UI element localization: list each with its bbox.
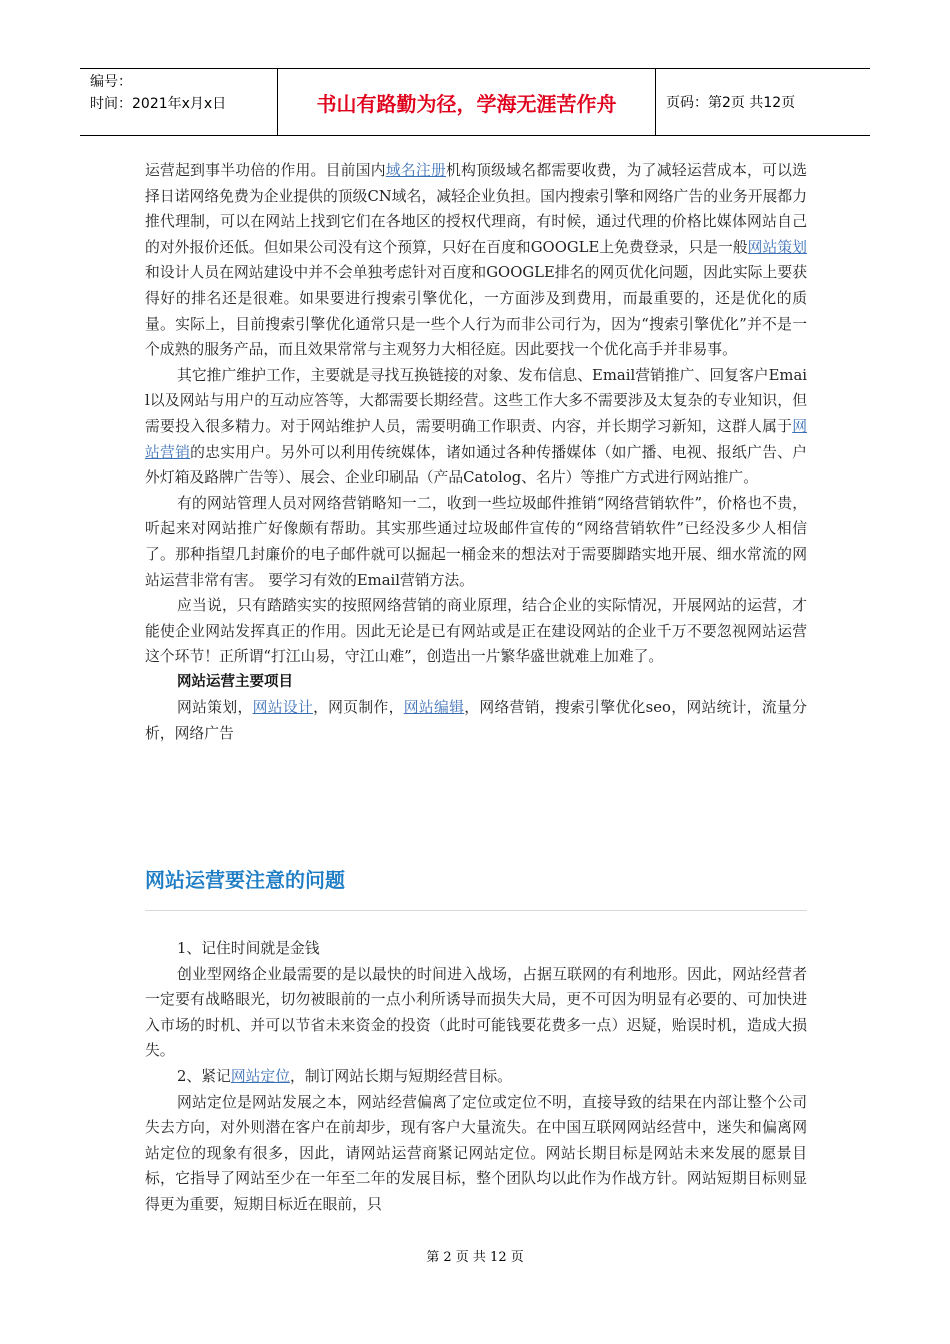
text-run: ，网页制作， [313,699,404,717]
section-2-body: 网站定位是网站发展之本，网站经营偏离了定位或定位不明，直接导致的结果在内部让整个公司失去方向，对外则潜在客户在前却步，现有客户大量流失。在中国互联网网站经营中，迷失和偏离网站定位的现象有很多，因此，请网站运营商紧记网站定位。网站长期目标是网站未来发展的愿景目标，它指导了网站至少在一年至二年的发展目标，整个团队均以此作为作战方针。网站短期目标则显得更为重要，短期目标近在眼前，只 [145,1093,807,1213]
section-2-title [145,1064,807,1090]
items-list [145,695,807,746]
link-website-design[interactable]: 网站设计 [252,699,314,717]
text-run: 和设计人员在网站建设中并不会单独考虑针对百度和GOOGLE排名的网页优化问题，因此实际上要获得好的排名还是很难。如果要进行搜索引擎优化，一方面涉及到费用，而最重要的，还是优化的质量。实际上，目前搜索引擎优化通常只是一些个人行为而非公司行为，因为“搜索引擎优化”并不是一个成熟的服务产品，而且效果常常与主观努力大相径庭。因此要找一个优化高手并非易事。 [145,264,807,359]
text-run: 2、紧记 [177,1067,231,1085]
text-run: 运营起到事半功倍的作用。目前国内 [145,162,386,179]
text-run: ，网络营销，搜索引擎优化seo，网站统计，流量分析，网络广告 [145,699,807,743]
text-run: 网站策划， [177,699,253,717]
header-motto: 书山有路勤为径，学海无涯苦作舟 [278,69,656,135]
paragraph-3: 有的网站管理人员对网络营销略知一二，收到一些垃圾邮件推销“网络营销软件”，价格也不贵，听起来对网站推广好像颇有帮助。其实那些通过垃圾邮件宣传的“网络营销软件”已经没多少人相信了。那种指望几封廉价的电子邮件就可以掘起一桶金来的想法对于需要脚踏实地开展、细水常流的网站运营非常有害。 要学习有效的Email营销方法。 [145,494,807,589]
link-website-marketing[interactable]: 网站营销 [145,417,807,461]
items-title: 网站运营主要项目 [177,673,293,690]
paragraph-2 [145,363,807,491]
text-run: 其它推广维护工作，主要就是寻找互换链接的对象、发布信息、Email营销推广、回复客户Email以及网站与用户的互动应答等，大都需要长期经营。这些工作大多不需要涉及太复杂的专业知识，但需要投入很多精力。对于网站维护人员，需要明确工作职责、内容，并长期学习新知，这群人属于 [145,366,807,435]
page-header [80,68,870,136]
link-domain-registration[interactable]: 域名注册 [385,162,447,179]
section-1-title: 1、记住时间就是金钱 [177,940,320,957]
link-website-editing[interactable]: 网站编辑 [403,699,465,717]
text-run: 机构顶级域名都需要收费，为了减轻运营成本，可以选择日诺网络免费为企业提供的顶级CN域名，减轻企业负担。国内搜索引擎和网络广告的业务开展都力推代理制，可以在网站上找到它们在各地区的授权代理商，有时候，通过代理的价格比媒体网站自己的对外报价还低。但如果公司没有这个预算，只好在百度和GOOGLE上免费登录，只是一般 [145,162,807,256]
number-label: 编号： [90,74,132,90]
section-divider [145,910,807,911]
date-label: 时间：2021年x月x日 [90,96,227,112]
text-run: ，制订网站长期与短期经营目标。 [290,1067,512,1085]
section-1-body: 创业型网络企业最需要的是以最快的时间进入战场，占据互联网的有利地形。因此，网站经营者一定要有战略眼光，切勿被眼前的一点小利所诱导而损失大局，更不可因为明显有必要的、可加快进入市场的时机、并可以节省未来资金的投资（此时可能钱要花费多一点）迟疑，贻误时机，造成大损失。 [145,965,807,1060]
header-page-label: 页码：第2页 共12页 [666,95,796,111]
section-body [145,936,807,1218]
page-footer: 第 2 页 共 12 页 [426,1250,524,1265]
link-website-positioning[interactable]: 网站定位 [230,1067,291,1085]
section-heading: 网站运营要注意的问题 [145,868,345,892]
header-meta [80,69,278,135]
paragraph-4: 应当说，只有踏踏实实的按照网络营销的商业原理，结合企业的实际情况，开展网站的运营，才能使企业网站发挥真正的作用。因此无论是已有网站或是正在建设网站的企业千万不要忽视网站运营这个环节！正所谓“打江山易，守江山难”，创造出一片繁华盛世就难上加难了。 [145,597,807,666]
paragraph-1 [145,158,807,363]
body-text [145,158,807,747]
link-website-planning[interactable]: 网站策划 [747,238,807,256]
text-run: 的忠实用户。另外可以利用传统媒体，诸如通过各种传播媒体（如广播、电视、报纸广告、户外灯箱及路牌广告等）、展会、企业印刷品（产品Catolog、名片）等推广方式进行网站推广。 [145,443,807,487]
